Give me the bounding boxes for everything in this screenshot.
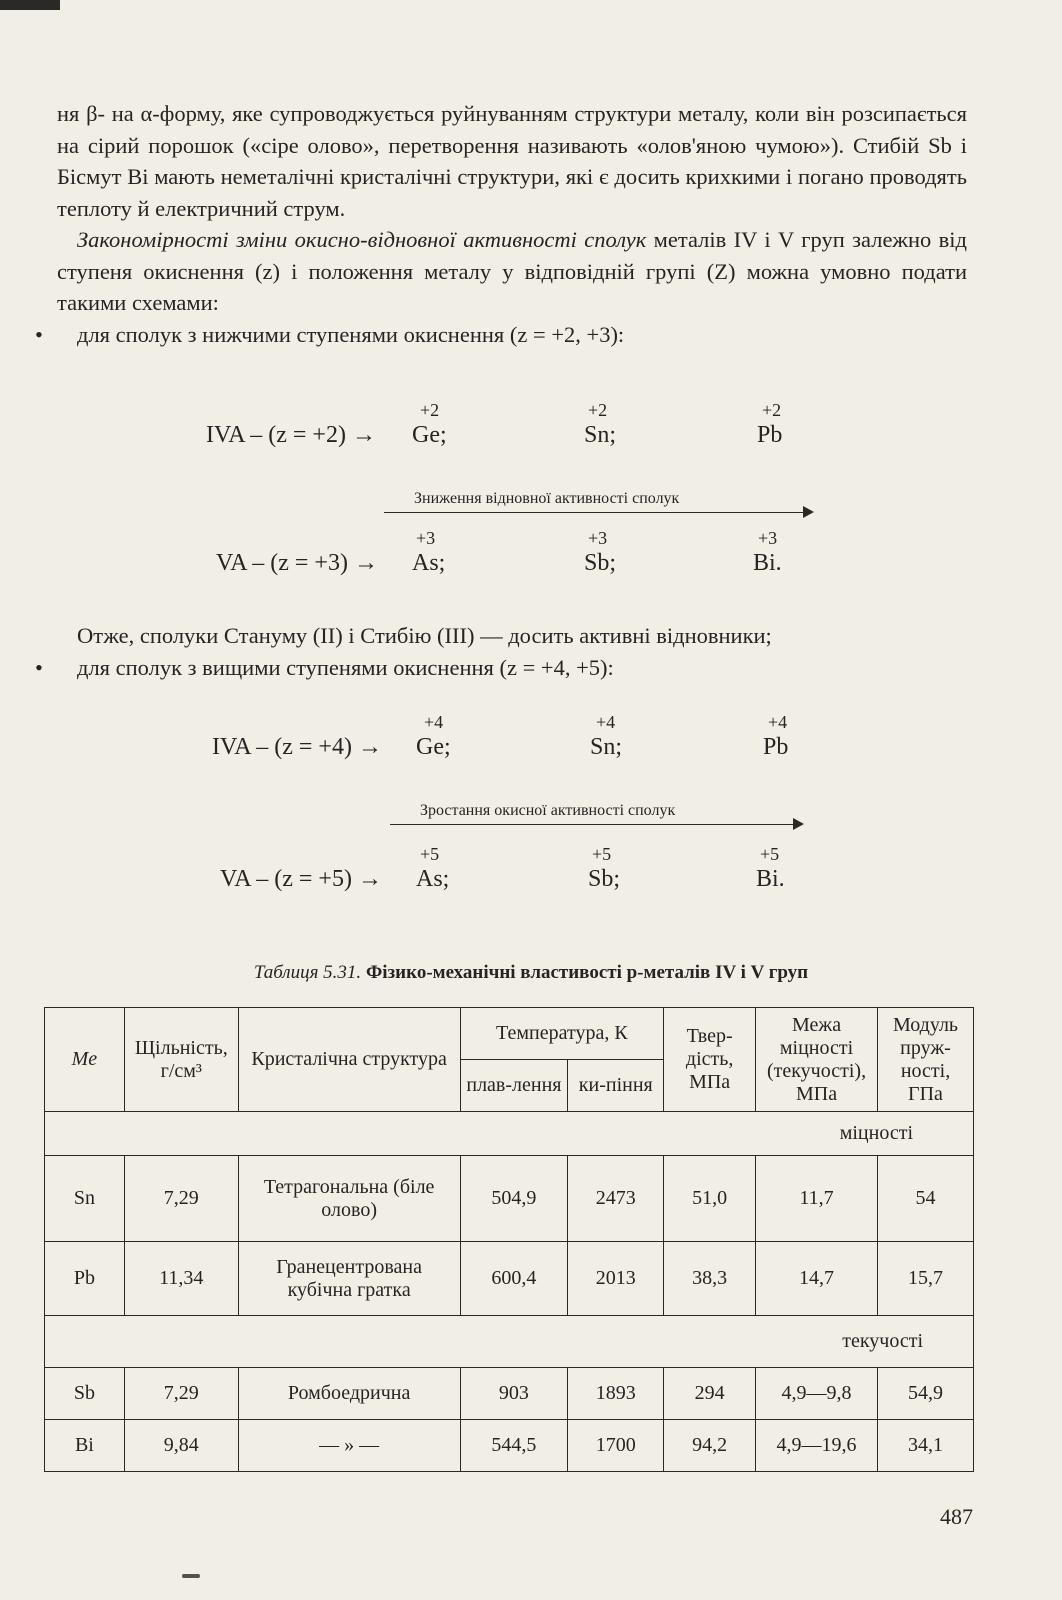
header-temperature: Температура, К [460,1008,664,1060]
cell-me: Pb [45,1242,125,1316]
trend-arrow-label: Зростання окисної активності сполук [420,802,676,819]
table-row [45,1420,974,1472]
properties-table [44,1007,974,1472]
header-hardness: Твер-дість, МПа [664,1008,756,1112]
conclusion-line: Отже, сполуки Стануму (II) і Стибію (III) — досить активні відновники; [77,623,772,648]
bullet-text: для сполук з нижчими ступенями окиснення (z = +2, +3): [77,321,625,347]
table-row [45,1242,974,1316]
arrow-head-icon [803,506,814,518]
table-row [45,1156,974,1242]
trend-arrow-label: Зниження відновної активності сполук [414,490,680,507]
header-modulus: Модуль пруж-ності, ГПа [878,1008,974,1112]
element-bi: Bi. [753,550,782,576]
cell-structure: — » — [238,1420,460,1472]
header-me: Me [45,1008,125,1112]
element-sb: Sb; [584,550,617,576]
cell-me: Sb [45,1368,125,1420]
trend-arrow [384,490,814,514]
paragraph-regularities [57,224,967,319]
scheme-lhs: VA – (z = +3) → [216,550,378,576]
cell-density: 9,84 [124,1420,238,1472]
scheme-row-group-iva [0,400,1062,454]
element-ge: Ge; [416,734,451,760]
oxidation-state: +3 [758,528,778,548]
bullet-higher-oxidation [35,652,967,684]
cell-melting: 903 [460,1368,568,1420]
cell-modulus: 34,1 [878,1420,974,1472]
table-caption-title: Фізико-механічні властивості p-металів IV і V груп [365,962,809,983]
element-pb: Pb [757,422,783,448]
oxidation-state: +3 [416,528,436,548]
cell-density: 7,29 [124,1368,238,1420]
scan-edge-mark [0,0,60,10]
bullet-lower-oxidation [35,319,967,351]
cell-structure: Тетрагональна (біле олово) [238,1156,460,1242]
cell-modulus: 54 [878,1156,974,1242]
paragraph-rest: металів IV і V груп залежно від ступеня окиснення (z) і положення металу у відповідній групі (Z) можна умовно подати такими схемами: [57,227,967,315]
cell-boiling: 1893 [568,1368,664,1420]
element-as: As; [412,550,446,576]
oxidation-state: +2 [762,400,782,420]
page-number: 487 [940,1504,973,1529]
scan-smudge [182,1574,200,1578]
trend-arrow [390,802,804,826]
cell-density: 11,34 [124,1242,238,1316]
arrow-line [390,824,796,825]
oxidation-state: +3 [588,528,608,548]
cell-hardness: 294 [664,1368,756,1420]
cell-strength: 11,7 [756,1156,878,1242]
table-caption-label: Таблиця 5.31. [253,962,362,983]
cell-boiling: 2473 [568,1156,664,1242]
cell-hardness: 38,3 [664,1242,756,1316]
oxidation-state: +4 [596,712,616,732]
bullet-dot: • [35,654,43,680]
table-group-row [45,1112,974,1156]
element-sn: Sn; [584,422,617,448]
cell-strength: 14,7 [756,1242,878,1316]
cell-melting: 600,4 [460,1242,568,1316]
cell-melting: 544,5 [460,1420,568,1472]
scheme-row-group-va [0,844,1062,898]
header-density: Щільність, г/см³ [124,1008,238,1112]
element-sb: Sb; [588,866,621,892]
oxidation-state: +5 [760,844,780,864]
cell-boiling: 1700 [568,1420,664,1472]
cell-me: Sn [45,1156,125,1242]
table-group-row [45,1316,974,1368]
cell-boiling: 2013 [568,1242,664,1316]
header-melting: плав-лення [460,1060,568,1112]
oxidation-state: +4 [768,712,788,732]
element-bi: Bi. [756,866,785,892]
italic-phrase: Закономірності зміни окисно-відновної активності сполук [77,227,647,252]
header-boiling: ки-піння [568,1060,664,1112]
scheme-higher-oxidation [0,712,1062,921]
oxidation-state: +5 [420,844,440,864]
oxidation-state: +5 [592,844,612,864]
element-pb: Pb [763,734,789,760]
bullet-dot: • [35,321,43,347]
scheme-row-group-iva [0,712,1062,766]
group-label: міцності [45,1112,974,1156]
body-text-middle [35,620,967,683]
cell-hardness: 94,2 [664,1420,756,1472]
scheme-lhs: IVA – (z = +4) → [212,734,382,760]
arrow-head-icon [793,818,804,830]
table-row [45,1368,974,1420]
cell-me: Bi [45,1420,125,1472]
oxidation-state: +2 [420,400,440,420]
cell-structure: Ромбоедрична [238,1368,460,1420]
bullet-text: для сполук з вищими ступенями окиснення (z = +4, +5): [77,654,614,680]
cell-strength: 4,9—19,6 [756,1420,878,1472]
cell-structure: Гранецентрована кубічна гратка [238,1242,460,1316]
scheme-lhs: IVA – (z = +2) → [206,422,376,448]
element-as: As; [416,866,450,892]
element-ge: Ge; [412,422,447,448]
cell-density: 7,29 [124,1156,238,1242]
table-header-row [45,1008,974,1060]
oxidation-state: +2 [588,400,608,420]
header-structure: Кристалічна структура [238,1008,460,1112]
scheme-row-group-va [0,528,1062,582]
cell-strength: 4,9—9,8 [756,1368,878,1420]
group-label: текучості [45,1316,974,1368]
cell-modulus: 15,7 [878,1242,974,1316]
cell-modulus: 54,9 [878,1368,974,1420]
table-caption [0,962,1062,984]
paragraph-continuation: ня β- на α-форму, яке супроводжується руйнуванням структури металу, коли він розсипається на сірий порошок («сіре олово», перетворення називають «олов'яною чумою»). Стибій Sb і Бісмут Bi мають неметалічні кристалічні структури, які є досить крихкими і погано проводять теплоту й електричний струм. [57,101,967,221]
cell-melting: 504,9 [460,1156,568,1242]
header-strength: Межа міцності (текучості), МПа [756,1008,878,1112]
oxidation-state: +4 [424,712,444,732]
cell-hardness: 51,0 [664,1156,756,1242]
body-text [35,98,967,350]
scheme-lhs: VA – (z = +5) → [220,866,382,892]
element-sn: Sn; [590,734,623,760]
arrow-line [384,512,806,513]
scheme-lower-oxidation [0,400,1062,609]
